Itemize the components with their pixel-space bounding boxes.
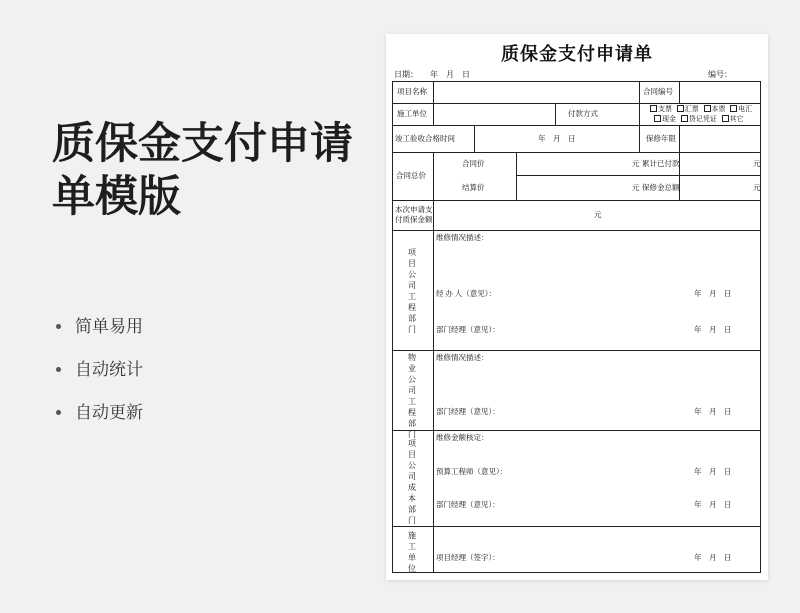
date-field: 日期： 年 月 日 bbox=[394, 70, 470, 79]
handler-opinion: 经 办 人（意见）： bbox=[436, 289, 496, 298]
label-project-name: 项目名称 bbox=[397, 87, 427, 96]
checkbox-icon[interactable] bbox=[677, 105, 684, 112]
sign-date: 年 月 日 bbox=[694, 325, 732, 334]
unit-yuan: 元 bbox=[594, 210, 602, 219]
label-contract-no: 合同编号 bbox=[643, 87, 673, 96]
feature-item: 自动更新 bbox=[52, 402, 372, 445]
manager-opinion: 部门经理（意见）： bbox=[436, 325, 500, 334]
label-dept-cost: 项目公司成本部门 bbox=[408, 439, 416, 525]
unit-yuan: 元 bbox=[632, 159, 640, 168]
payment-options-row-1: 支票 汇票 本票 电汇 bbox=[650, 104, 752, 114]
checkbox-icon[interactable] bbox=[654, 115, 661, 122]
label-contractor: 施工单位 bbox=[397, 109, 427, 118]
label-warranty-period: 保修年限 bbox=[646, 134, 676, 143]
manager-opinion: 部门经理（意见）： bbox=[436, 407, 500, 416]
bullet-icon bbox=[56, 324, 61, 329]
label-dept-project-engineering: 项目公司工程部门 bbox=[408, 248, 416, 334]
amount-check: 维修金额核定： bbox=[436, 433, 489, 442]
hero-title-line-1: 质保金支付申请 bbox=[52, 120, 353, 168]
unit-yuan: 元 bbox=[632, 183, 640, 192]
sign-date: 年 月 日 bbox=[694, 467, 732, 476]
checkbox-icon[interactable] bbox=[650, 105, 657, 112]
number-field: 编号： bbox=[708, 70, 732, 79]
label-cumulative-paid: 累计已付款 bbox=[642, 159, 680, 168]
bullet-icon bbox=[56, 410, 61, 415]
label-completion-time: 竣工验收合格时间 bbox=[395, 134, 455, 143]
form-document bbox=[386, 34, 768, 580]
feature-item: 自动统计 bbox=[52, 359, 372, 402]
form-table bbox=[392, 81, 761, 573]
hero-title bbox=[52, 118, 372, 224]
project-manager-sign: 项目经理（签字）： bbox=[436, 553, 500, 562]
feature-list bbox=[52, 316, 372, 445]
form-title: 质保金支付申请单 bbox=[501, 44, 653, 64]
budget-engineer-opinion: 预算工程师（意见）： bbox=[436, 467, 508, 476]
repair-description: 维修情况描述： bbox=[436, 353, 489, 362]
label-payment-method: 付款方式 bbox=[568, 109, 598, 118]
label-dept-contractor: 施工单位 bbox=[408, 531, 416, 573]
repair-description: 维修情况描述： bbox=[436, 233, 489, 242]
feature-item: 简单易用 bbox=[52, 316, 372, 359]
unit-yuan: 元 bbox=[753, 159, 761, 168]
sign-date: 年 月 日 bbox=[694, 553, 732, 562]
checkbox-icon[interactable] bbox=[681, 115, 688, 122]
label-settlement-price: 结算价 bbox=[462, 183, 485, 192]
sign-date: 年 月 日 bbox=[694, 407, 732, 416]
label-apply-amount: 本次申请支 付质保金额 bbox=[395, 205, 433, 224]
sign-date: 年 月 日 bbox=[694, 500, 732, 509]
hero-title-line-2: 单模版 bbox=[52, 173, 181, 221]
bullet-icon bbox=[56, 367, 61, 372]
checkbox-icon[interactable] bbox=[704, 105, 711, 112]
payment-options-row-2: 现金 贷记凭证 其它 bbox=[654, 114, 744, 124]
sign-date: 年 月 日 bbox=[694, 289, 732, 298]
checkbox-icon[interactable] bbox=[722, 115, 729, 122]
completion-date: 年 月 日 bbox=[538, 134, 576, 143]
unit-yuan: 元 bbox=[753, 183, 761, 192]
label-dept-property-engineering: 物业公司工程部门 bbox=[408, 353, 416, 439]
checkbox-icon[interactable] bbox=[730, 105, 737, 112]
label-warranty-total: 保修金总额 bbox=[642, 183, 680, 192]
label-contract-total: 合同总价 bbox=[396, 171, 426, 180]
manager-opinion: 部门经理（意见）： bbox=[436, 500, 500, 509]
hero-panel bbox=[52, 118, 372, 445]
label-contract-price: 合同价 bbox=[462, 159, 485, 168]
